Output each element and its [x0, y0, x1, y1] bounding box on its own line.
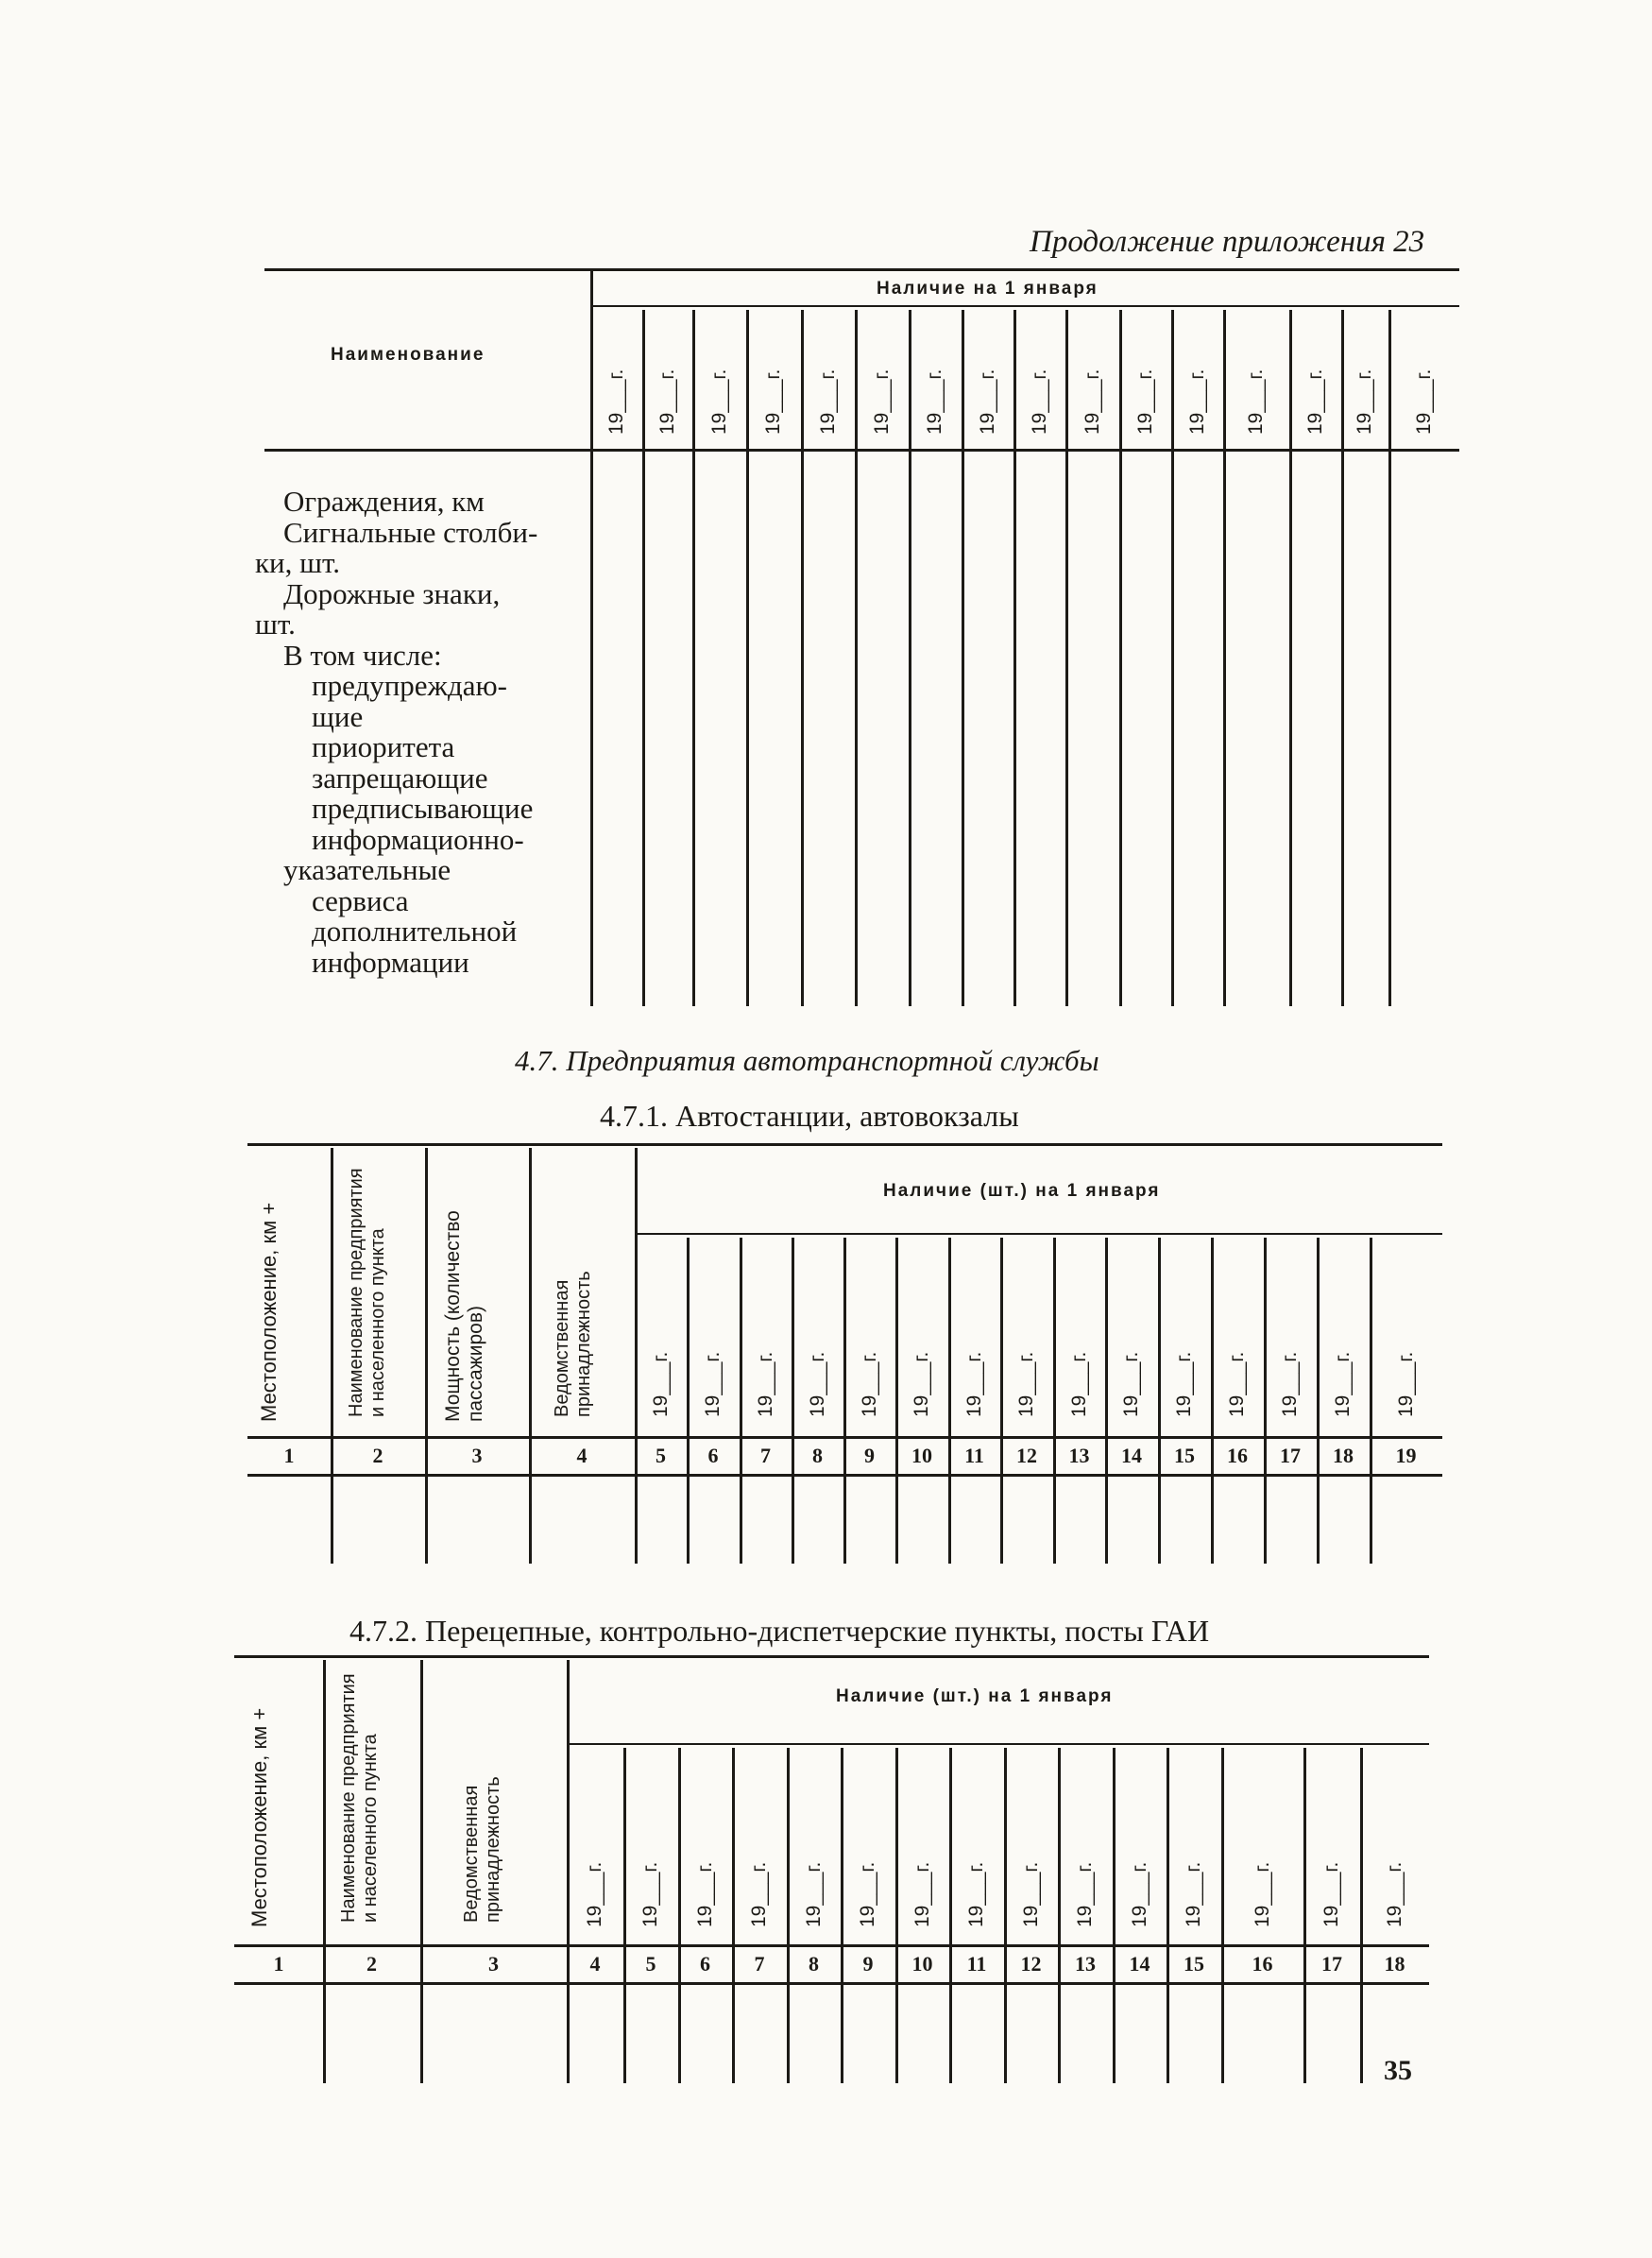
table1-group-header: Наличие на 1 января — [877, 279, 1098, 299]
table1-column-line — [1341, 310, 1344, 1006]
table1-row-label: информационно- — [312, 822, 524, 856]
table1-row-label: предупреждаю- — [312, 669, 507, 702]
table2-group-header: Наличие (шт.) на 1 января — [883, 1181, 1161, 1201]
table3-title: 4.7.2. Перецепные, контрольно-диспетчерские пункты, посты ГАИ — [349, 1614, 1210, 1648]
table3-column-line — [1221, 1748, 1224, 2083]
table3-column-number: 15 — [1184, 1952, 1204, 1976]
table1-year-cell: 19___г. — [1028, 368, 1050, 435]
table2-col2-header: Наименование предприятия и населенного пункта — [346, 1168, 388, 1417]
table2-column-number: 11 — [964, 1444, 984, 1467]
table3-top-rule — [234, 1655, 1429, 1658]
table2-column-line — [331, 1148, 333, 1564]
table1-column-line — [1289, 310, 1292, 1006]
table3-column-number: 3 — [488, 1952, 499, 1976]
table2-year-cell: 19___г. — [806, 1351, 828, 1417]
table3-column-number: 11 — [966, 1952, 987, 1976]
table2-year-cell: 19___г. — [649, 1351, 672, 1417]
table3-column-number: 10 — [911, 1952, 933, 1976]
table3-col2-header: Наименование предприятия и населенного пункта — [338, 1673, 381, 1923]
table2-column-line — [1053, 1238, 1056, 1564]
table2-year-cell: 19___г. — [858, 1351, 880, 1417]
table3-col3-header: Ведомственная принадлежность — [461, 1776, 503, 1923]
table1-column-line — [642, 310, 645, 1006]
table1-year-cell: 19___г. — [1133, 368, 1156, 435]
table1-row-label: Дорожные знаки, — [283, 576, 501, 610]
table1-row-label: В том числе: — [283, 638, 442, 672]
table2-column-line — [425, 1148, 428, 1564]
table3-col1-header: Местоположение, км + — [247, 1707, 271, 1927]
table2-column-number: 9 — [864, 1444, 875, 1467]
table2-column-line — [1158, 1238, 1161, 1564]
table3-year-cell: 19___г. — [1074, 1861, 1096, 1927]
table3-column-number: 8 — [809, 1952, 819, 1976]
table2-column-line — [1105, 1238, 1108, 1564]
table1-row-label: дополнительной — [312, 915, 518, 948]
table3-year-cell: 19___г. — [1128, 1861, 1150, 1927]
table2-column-line — [1264, 1238, 1267, 1564]
table2-year-cell: 19___г. — [962, 1351, 985, 1417]
table1-year-cell: 19___г. — [605, 368, 627, 435]
table1-year-cell: 19___г. — [816, 368, 839, 435]
table3-column-number: 13 — [1075, 1952, 1096, 1976]
table2-year-cell: 19___г. — [1067, 1351, 1090, 1417]
table3-column-number: 18 — [1384, 1952, 1405, 1976]
table1-year-cell: 19___г. — [1081, 368, 1103, 435]
table3-column-number: 16 — [1252, 1952, 1273, 1976]
table2-column-line — [1317, 1238, 1320, 1564]
table2-column-number: 1 — [283, 1444, 295, 1467]
table2-year-cell: 19___г. — [702, 1351, 724, 1417]
table1-year-cell: 19___г. — [870, 368, 893, 435]
table2-year-cell: 19___г. — [1226, 1351, 1248, 1417]
table1-column-line — [1171, 310, 1174, 1006]
table1-column-line — [692, 310, 695, 1006]
table2-column-number: 13 — [1068, 1444, 1090, 1467]
table2-column-line — [1000, 1238, 1003, 1564]
table2-column-number: 5 — [656, 1444, 666, 1467]
table3-year-cell: 19___г. — [693, 1861, 716, 1927]
table1-row-label: информации — [312, 945, 469, 979]
table2-column-number: 15 — [1174, 1444, 1195, 1467]
table1-year-cell: 19___г. — [1245, 368, 1267, 435]
page-header: Продолжение приложения 23 — [1030, 225, 1425, 259]
table1-year-cell: 19___г. — [1303, 368, 1326, 435]
table1-year-cell: 19___г. — [976, 368, 998, 435]
table2-year-cell: 19___г. — [911, 1351, 932, 1417]
table2-year-cell: 19___г. — [1394, 1351, 1417, 1417]
table2-column-number: 14 — [1121, 1444, 1142, 1467]
table3-number-rule — [234, 1982, 1429, 1985]
table2-column-line — [687, 1238, 690, 1564]
table2-column-line — [1370, 1238, 1372, 1564]
table3-column-number: 12 — [1020, 1952, 1042, 1976]
table2-column-number: 16 — [1227, 1444, 1248, 1467]
table3-column-line — [1113, 1748, 1116, 2083]
table3-header-rule — [234, 1944, 1429, 1947]
table1-year-cell: 19___г. — [924, 368, 945, 435]
table3-column-line — [787, 1748, 790, 2083]
table3-year-cell: 19___г. — [802, 1861, 825, 1927]
table3-group-rule — [567, 1743, 1429, 1745]
table3-group-header: Наличие (шт.) на 1 января — [836, 1686, 1114, 1706]
table2-column-number: 19 — [1395, 1444, 1417, 1467]
table1-year-cell: 19___г. — [1185, 368, 1208, 435]
table3-year-cell: 19___г. — [639, 1861, 661, 1927]
table2-column-line — [529, 1148, 532, 1564]
table2-group-rule — [635, 1233, 1442, 1235]
table3-column-line — [323, 1660, 326, 2083]
table2-year-cell: 19___г. — [1279, 1351, 1301, 1417]
table1-group-rule — [590, 305, 1459, 307]
table2-col3-header: Мощность (количество пассажиров) — [442, 1210, 486, 1422]
table2-column-line — [948, 1238, 951, 1564]
table2-column-number: 6 — [707, 1444, 719, 1467]
table1-column-line — [962, 310, 964, 1006]
table3-column-line — [623, 1748, 626, 2083]
table1-year-cell: 19___г. — [762, 368, 784, 435]
table3-year-cell: 19___г. — [1320, 1861, 1342, 1927]
table2-col4-header: Ведомственная принадлежность — [552, 1271, 594, 1417]
table1-column-line — [746, 310, 749, 1006]
table1-row-label: предписывающие — [312, 792, 534, 825]
table2-column-number: 17 — [1280, 1444, 1301, 1467]
table2-year-cell: 19___г. — [1332, 1351, 1354, 1417]
table3-year-cell: 19___г. — [584, 1861, 605, 1927]
table1-year-cell: 19___г. — [656, 368, 678, 435]
table2-column-number: 3 — [471, 1444, 483, 1467]
table2-column-number: 18 — [1333, 1444, 1354, 1467]
table2-col1-header: Местоположение, км + — [257, 1202, 281, 1422]
table3-column-line — [895, 1748, 898, 2083]
table3-year-cell: 19___г. — [1251, 1861, 1273, 1927]
table3-column-line — [949, 1748, 952, 2083]
table3-column-line — [567, 1660, 570, 2083]
table3-year-cell: 19___г. — [1019, 1861, 1042, 1927]
table2-column-line — [635, 1148, 638, 1564]
table1-row-label: щие — [312, 699, 364, 733]
table1-row-label: указательные — [283, 853, 451, 886]
table2-title: 4.7.1. Автостанции, автовокзалы — [600, 1099, 1019, 1133]
table3-column-line — [841, 1748, 843, 2083]
table2-year-cell: 19___г. — [754, 1351, 776, 1417]
table2-year-cell: 19___г. — [1015, 1351, 1037, 1417]
table3-year-cell: 19___г. — [1183, 1861, 1204, 1927]
table2-column-line — [895, 1238, 898, 1564]
table3-column-line — [1058, 1748, 1061, 2083]
table3-column-number: 1 — [273, 1952, 284, 1976]
table2-column-line — [843, 1238, 846, 1564]
table1-column-line — [1388, 310, 1391, 1006]
table1-row-label: Ограждения, км — [283, 485, 485, 518]
table3-column-number: 4 — [589, 1952, 601, 1976]
table1-row-label: сервиса — [312, 883, 409, 917]
table3-column-line — [420, 1660, 423, 2083]
table2-column-line — [792, 1238, 794, 1564]
table1-column-line — [1065, 310, 1068, 1006]
table2-year-cell: 19___г. — [1120, 1351, 1142, 1417]
table3-year-cell: 19___г. — [857, 1861, 878, 1927]
table3-year-cell: 19___г. — [748, 1861, 770, 1927]
table3-column-number: 5 — [645, 1952, 656, 1976]
table1-year-cell: 19___г. — [707, 368, 730, 435]
table1-row-label: приоритета — [312, 730, 455, 763]
table1-column-line — [1119, 310, 1122, 1006]
table3-column-line — [678, 1748, 681, 2083]
table2-column-number: 8 — [812, 1444, 823, 1467]
table3-column-line — [1004, 1748, 1007, 2083]
table2-column-line — [1211, 1238, 1214, 1564]
table1-row-label: Сигнальные столби- — [283, 515, 538, 549]
table3-column-line — [1303, 1748, 1306, 2083]
table3-column-line — [1360, 1748, 1363, 2083]
table3-year-cell: 19___г. — [911, 1861, 933, 1927]
table3-column-number: 17 — [1321, 1952, 1342, 1976]
table2-column-number: 12 — [1016, 1444, 1037, 1467]
table2-column-number: 7 — [760, 1444, 771, 1467]
table1-row-label: шт. — [255, 607, 296, 641]
table3-year-cell: 19___г. — [965, 1861, 987, 1927]
table1-column-line — [1013, 310, 1016, 1006]
table1-year-cell: 19___г. — [1412, 368, 1435, 435]
table3-column-number: 14 — [1129, 1952, 1150, 1976]
table1-name-divider — [590, 268, 593, 1006]
table2-column-number: 10 — [911, 1444, 932, 1467]
table1-column-line — [1223, 310, 1226, 1006]
table3-column-number: 7 — [754, 1952, 765, 1976]
table2-column-number: 4 — [576, 1444, 588, 1467]
table3-column-number: 2 — [366, 1952, 377, 1976]
table1-column-line — [909, 310, 911, 1006]
table2-column-number: 2 — [372, 1444, 383, 1467]
table1-row-label: запрещающие — [312, 761, 488, 795]
table3-column-line — [1167, 1748, 1169, 2083]
table1-column-line — [855, 310, 858, 1006]
table1-header-rule — [264, 449, 1459, 452]
page-number: 35 — [1384, 2055, 1412, 2086]
table1-row-label: ки, шт. — [255, 546, 340, 579]
table3-column-number: 9 — [862, 1952, 874, 1976]
table2-top-rule — [247, 1143, 1442, 1146]
table2-column-line — [740, 1238, 742, 1564]
table1-col-name-header: Наименование — [331, 345, 485, 365]
table1-year-cell: 19___г. — [1354, 368, 1375, 435]
table2-year-cell: 19___г. — [1173, 1351, 1195, 1417]
table3-column-line — [732, 1748, 735, 2083]
table3-year-cell: 19___г. — [1383, 1861, 1405, 1927]
table1-column-line — [801, 310, 804, 1006]
section-title: 4.7. Предприятия автотранспортной службы — [515, 1044, 1099, 1077]
table1-top-rule — [264, 268, 1459, 271]
table3-column-number: 6 — [700, 1952, 710, 1976]
